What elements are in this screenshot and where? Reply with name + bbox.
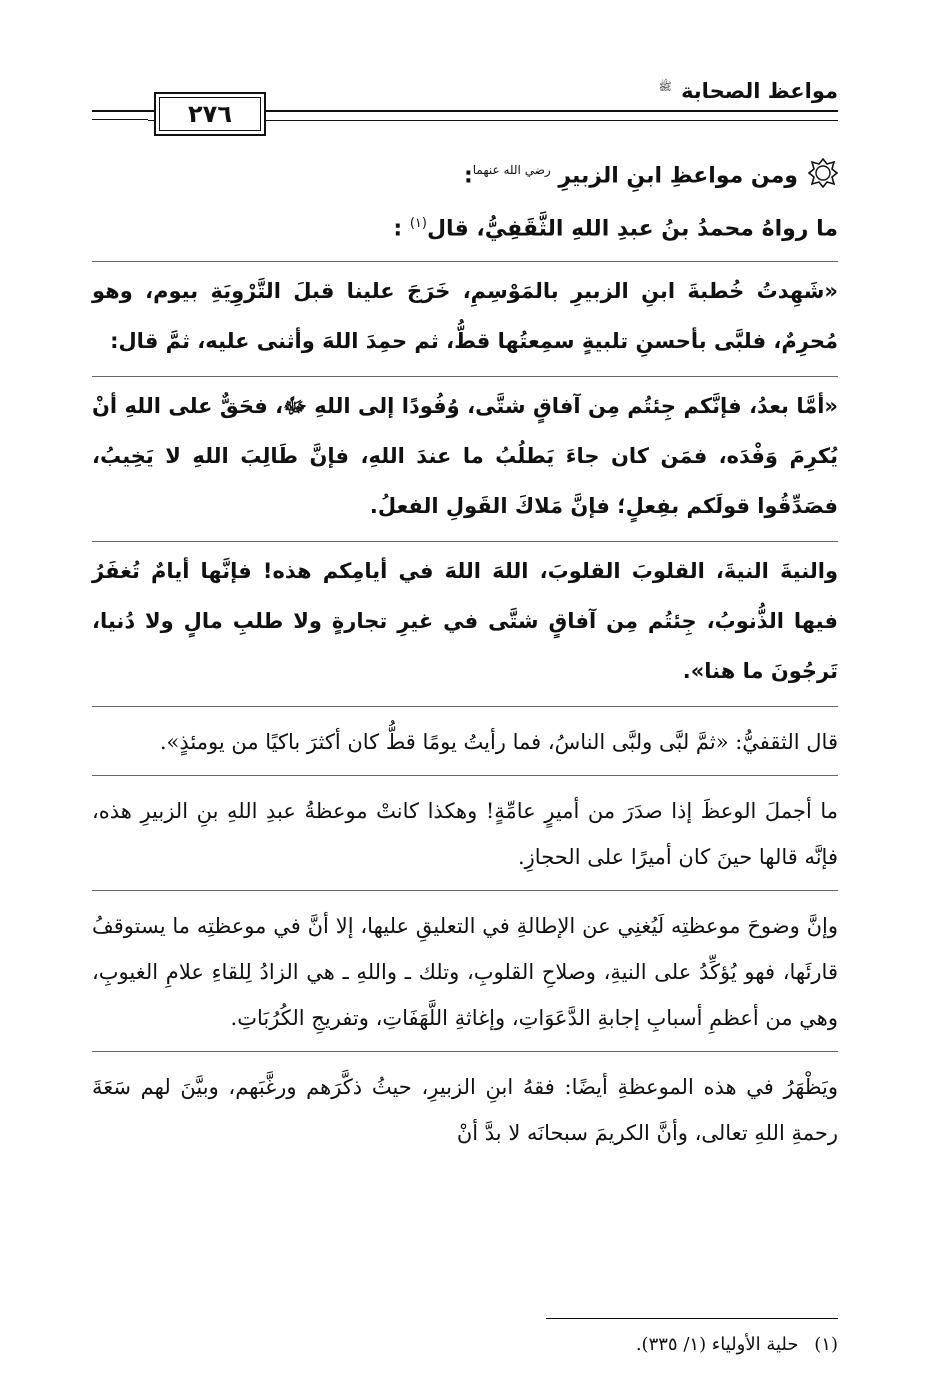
paragraph-divider xyxy=(92,1051,838,1052)
section-heading xyxy=(92,150,838,196)
running-title: مواعظ الصحابة xyxy=(681,79,838,103)
footnote-text: حلية الأولياء (١/ ٣٣٥). xyxy=(635,1334,799,1355)
commentary-paragraph: قال الثقفيُّ: «ثمَّ لبَّى ولبَّى الناسُ، فما رأيتُ يومًا قطُّ كان أكثرَ باكيًا من يومئذٍ». xyxy=(159,729,838,754)
intro-line xyxy=(92,202,838,250)
commentary-paragraph: ما أجملَ الوعظَ إذا صدَرَ من أميرٍ عامِّةٍ! وهكذا كانتْ موعظةُ عبدِ اللهِ بنِ الزبيرِ هذه، فإنَّه قالها حينَ كان أميرًا على الحجازِ. xyxy=(92,798,838,869)
section-title-colon: : xyxy=(463,163,473,189)
section-title-text xyxy=(464,150,798,196)
paragraph-divider xyxy=(92,261,838,262)
narration-paragraph: «شَهِدتُ خُطبةَ ابنِ الزبيرِ بالمَوْسِمِ، خَرَجَ علينا قبلَ التَّرْوِيَةِ بيوم، وهو مُحرِمٌ، فلبَّى بأحسنِ تلبيةٍ سمِعتُها قطُّ، ثم حمِدَ اللهَ وأثنى عليه، ثمَّ قال: xyxy=(92,278,838,353)
footnote-number: (١) xyxy=(814,1334,838,1355)
honorific-mark: ﷺ xyxy=(658,80,672,93)
paragraph-divider xyxy=(92,376,838,377)
narration-paragraph: «أمَّا بعدُ، فإنَّكم جِئتُم مِن آفاقٍ شتَّى، وُفُودًا إلى اللهِ ﷻ، فحَقٌّ على اللهِ أنْ يُكرِمَ وَفْدَه، فمَن كان جاءَ يَطلُبُ ما عندَ اللهِ، فإنَّ طَالِبَ اللهِ لا يَخِيبُ، فصَدِّقُوا قولَكم بفِعلٍ؛ فإنَّ مَلاكَ القَولِ الفعلُ. xyxy=(92,393,838,518)
paragraph-divider xyxy=(92,775,838,776)
intro-colon: : xyxy=(393,216,403,242)
page-number: ٢٧٦ xyxy=(188,100,232,128)
page-body xyxy=(92,150,838,1156)
header-rule-left-segment xyxy=(92,110,148,121)
section-title: ومن مواعظِ ابنِ الزبيرِ xyxy=(558,163,798,189)
running-head xyxy=(658,72,838,106)
paragraph-divider xyxy=(92,890,838,891)
octagram-ornament-icon xyxy=(808,158,838,188)
narration-paragraph: والنيةَ النيةَ، القلوبَ القلوبَ، اللهَ اللهَ في أيامِكم هذه! فإنَّها أيامٌ تُغفَرُ فيها الذُّنوبُ، جِئتُم مِن آفاقٍ شتَّى في غيرِ تجارةٍ ولا طلبِ مالٍ ولا دُنيا، تَرجُونَ ما هنا». xyxy=(92,558,838,683)
paragraph-divider xyxy=(92,541,838,542)
footnote xyxy=(636,1330,838,1360)
intro-text: ما رواهُ محمدُ بنُ عبدِ اللهِ الثَّقَفِيُّ، قال xyxy=(426,216,838,242)
footnote-ref: (١) xyxy=(409,216,427,232)
commentary-paragraph: ويَظْهَرُ في هذه الموعظةِ أيضًا: فقهُ ابنِ الزبيرِ، حيثُ ذكَّرَهم ورغَّبَهم، وبيَّنَ لهم سَعَةَ رحمةِ اللهِ تعالى، وأنَّ الكريمَ سبحانَه لا بدَّ أنْ xyxy=(92,1074,838,1145)
commentary-paragraph: وإنَّ وضوحَ موعظتِه لَيُغنِي عن الإطالةِ في التعليقِ عليها، إلا أنَّ في موعظتِه ما يستوقفُ قارئَها، فهو يُؤكِّدُ على النيةِ، وصلاحِ القلوبِ، وتلك ـ واللهِ ـ هي الزادُ لِلقاءِ علامِ الغيوبِ، وهي من أعظمِ أسبابِ إجابةِ الدَّعَوَاتِ، وإغاثةِ اللَّهَفَاتِ، وتفريجِ الكُرُبَاتِ. xyxy=(92,913,838,1030)
page-number-frame xyxy=(154,92,266,136)
footnote-separator xyxy=(546,1318,838,1319)
paragraph-divider xyxy=(92,706,838,707)
book-page xyxy=(92,70,838,1380)
section-title-honorific: رضي الله عنهما xyxy=(472,163,551,177)
